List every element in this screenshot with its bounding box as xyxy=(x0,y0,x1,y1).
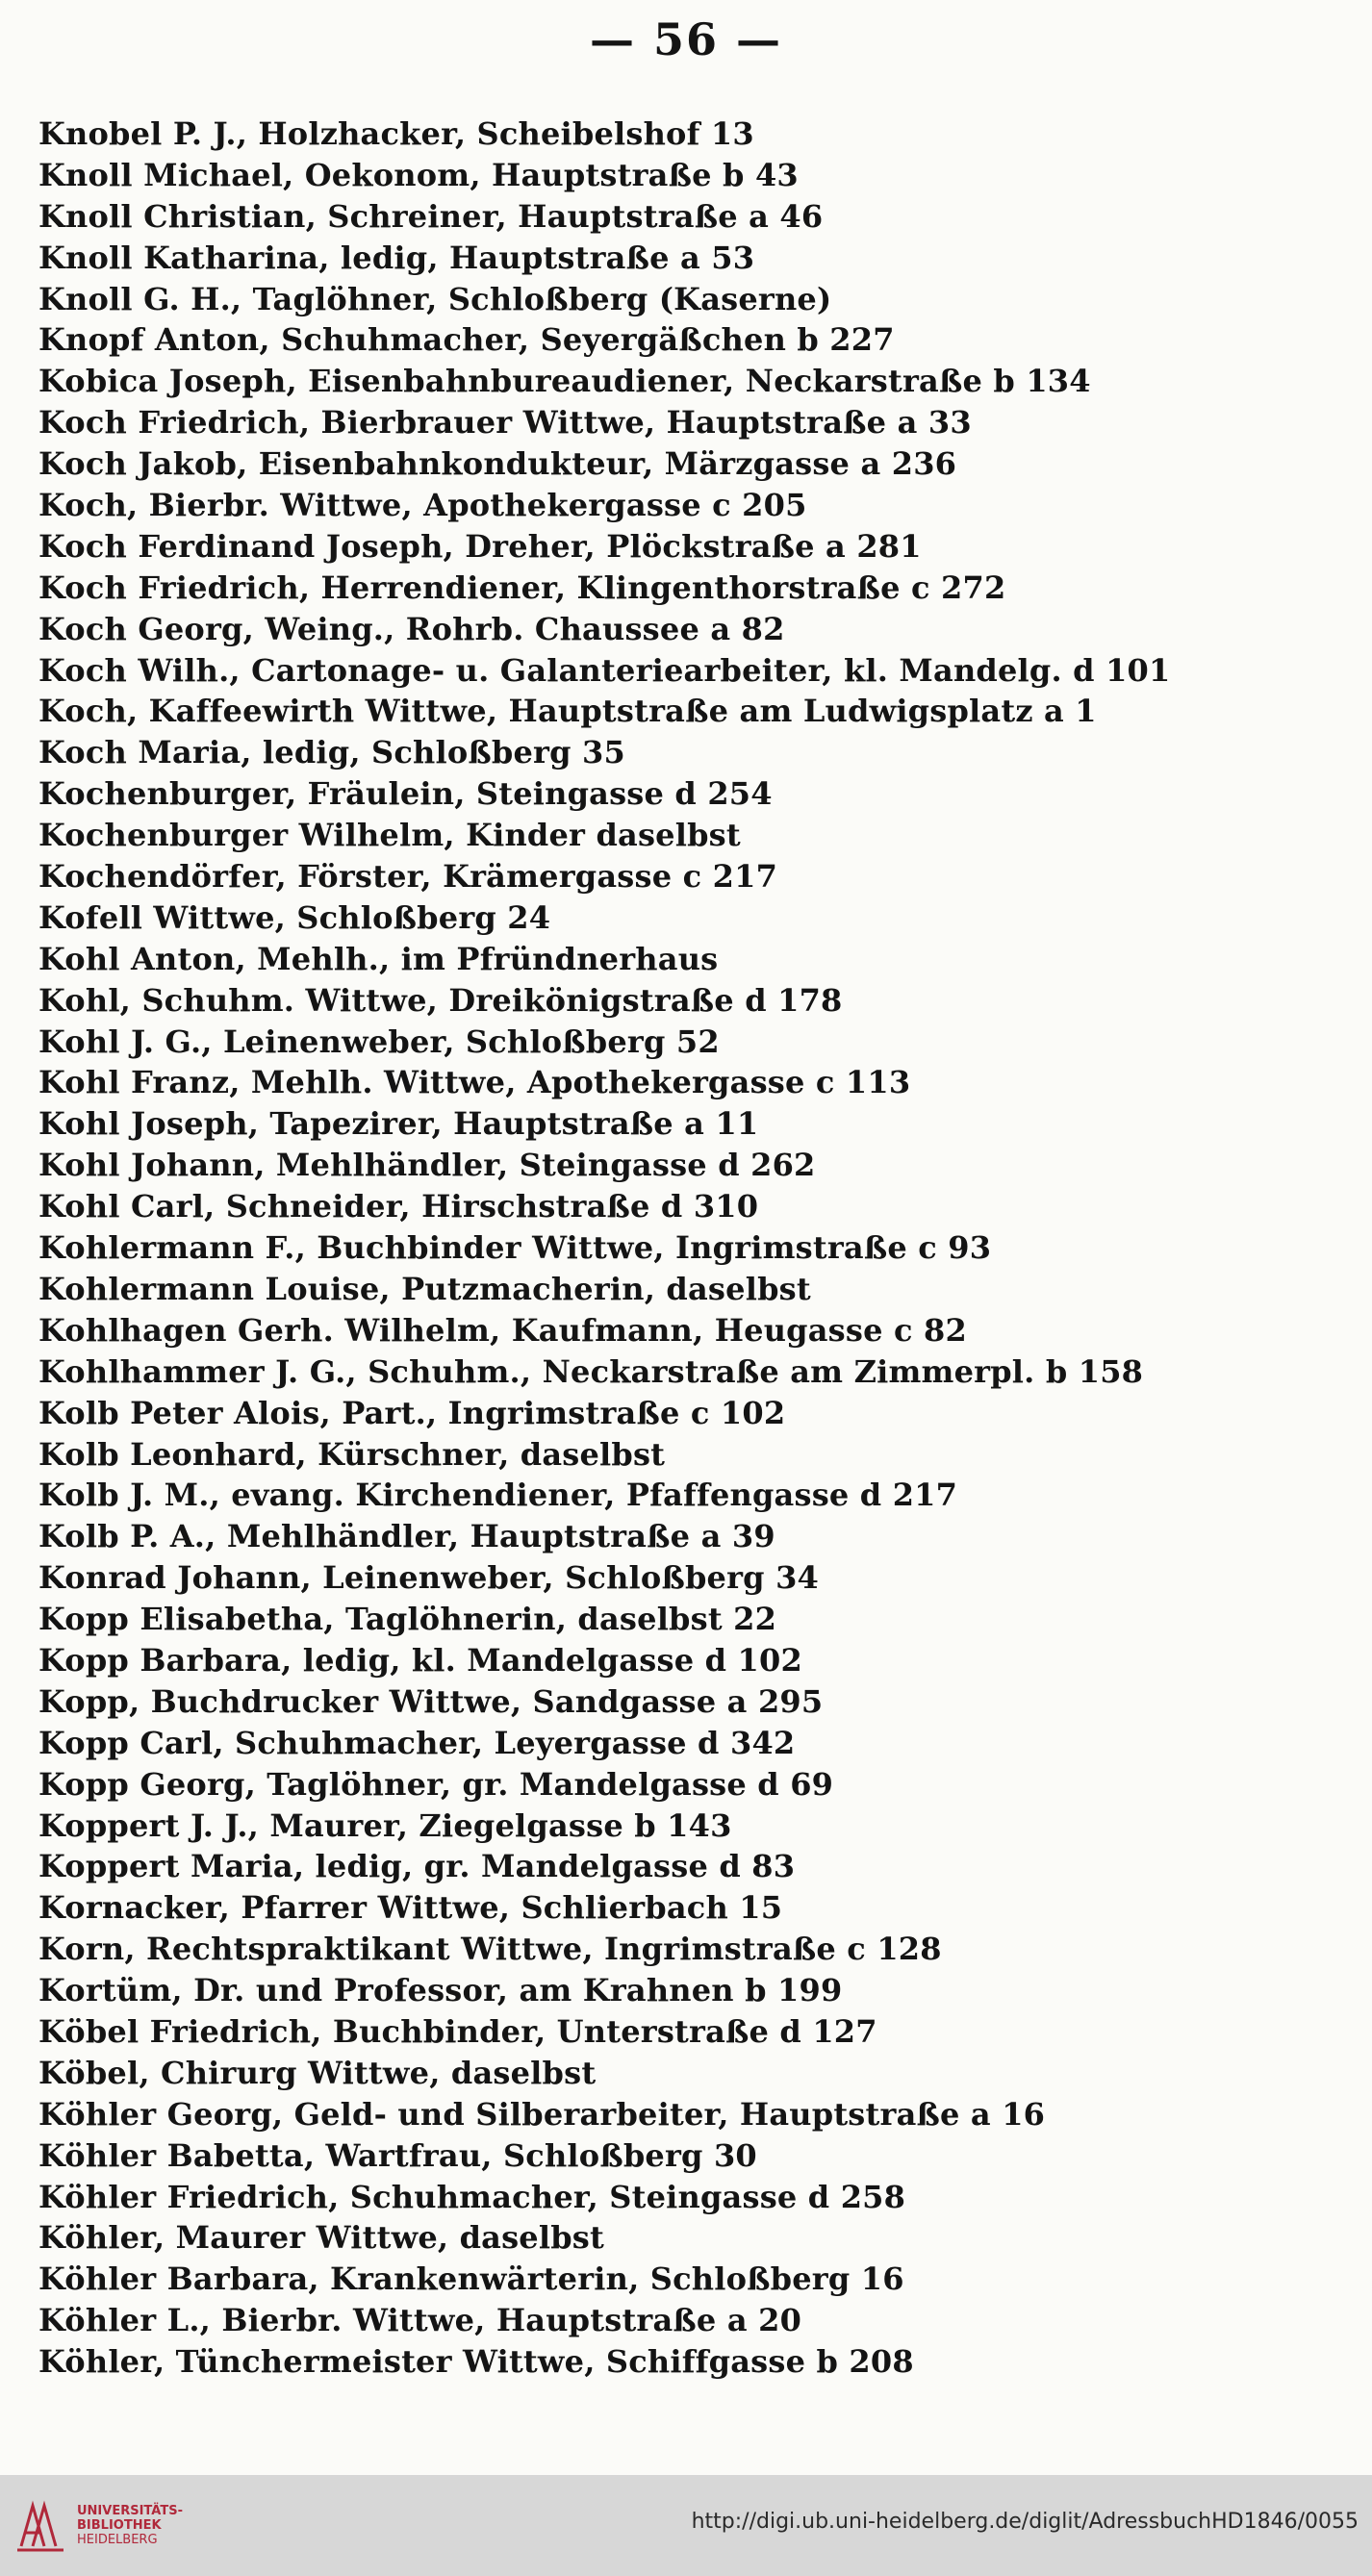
directory-entry: Kohl Johann, Mehlhändler, Steingasse d 262 xyxy=(38,1147,816,1184)
directory-entry: Koch Jakob, Eisenbahnkondukteur, Märzgasse a 236 xyxy=(38,445,957,483)
directory-entry: Kornacker, Pfarrer Wittwe, Schlierbach 15 xyxy=(38,1889,783,1927)
directory-entry: Knoll G. H., Taglöhner, Schloßberg (Kaserne) xyxy=(38,280,832,317)
library-footer xyxy=(0,2475,1372,2576)
directory-entry: Kohl Joseph, Tapezirer, Hauptstraße a 11 xyxy=(38,1105,759,1143)
library-name-line-1: UNIVERSITÄTS- xyxy=(77,2504,183,2518)
directory-entry: Korn, Rechtspraktikant Wittwe, Ingrimstraße c 128 xyxy=(38,1931,942,1968)
directory-entry: Knoll Katharina, ledig, Hauptstraße a 53 xyxy=(38,239,755,276)
directory-entry: Köhler, Tünchermeister Wittwe, Schiffgasse b 208 xyxy=(38,2343,914,2381)
directory-entry: Koch, Bierbr. Wittwe, Apothekergasse c 205 xyxy=(38,487,807,524)
directory-entry: Koch Friedrich, Bierbrauer Wittwe, Hauptstraße a 33 xyxy=(38,404,972,442)
directory-entry: Koch Maria, ledig, Schloßberg 35 xyxy=(38,734,625,771)
directory-entry: Kolb P. A., Mehlhändler, Hauptstraße a 39 xyxy=(38,1518,775,1555)
directory-entry: Kopp Elisabetha, Taglöhnerin, daselbst 22 xyxy=(38,1601,777,1638)
directory-entry: Köhler Friedrich, Schuhmacher, Steingasse d 258 xyxy=(38,2178,906,2215)
directory-entry: Koch, Kaffeewirth Wittwe, Hauptstraße am Ludwigsplatz a 1 xyxy=(38,693,1097,730)
directory-entry: Konrad Johann, Leinenweber, Schloßberg 34 xyxy=(38,1559,819,1597)
directory-entry: Knobel P. J., Holzhacker, Scheibelshof 13 xyxy=(38,115,754,152)
directory-entry: Kochenburger, Fräulein, Steingasse d 254 xyxy=(38,775,773,813)
directory-entry: Kochenburger Wilhelm, Kinder daselbst xyxy=(38,817,741,854)
directory-entry: Kortüm, Dr. und Professor, am Krahnen b 199 xyxy=(38,1972,843,2009)
directory-entry: Köhler Barbara, Krankenwärterin, Schloßberg 16 xyxy=(38,2260,904,2298)
directory-entry: Kohlermann Louise, Putzmacherin, daselbst xyxy=(38,1270,811,1307)
directory-entry: Kohl Franz, Mehlh. Wittwe, Apothekergasse c 113 xyxy=(38,1064,911,1101)
directory-entry: Knoll Christian, Schreiner, Hauptstraße a 46 xyxy=(38,197,824,235)
directory-entry: Kopp Carl, Schuhmacher, Leyergasse d 342 xyxy=(38,1724,796,1761)
directory-entry: Kohl Carl, Schneider, Hirschstraße d 310 xyxy=(38,1188,759,1225)
directory-entry: Kofell Wittwe, Schloßberg 24 xyxy=(38,898,551,936)
directory-entry: Koppert J. J., Maurer, Ziegelgasse b 143 xyxy=(38,1806,732,1844)
directory-entry: Kohl Anton, Mehlh., im Pfründnerhaus xyxy=(38,940,719,977)
source-url-link[interactable]: http://digi.ub.uni-heidelberg.de/diglit/AdressbuchHD1846/0055 xyxy=(691,2510,1359,2534)
library-name xyxy=(77,2504,183,2547)
directory-entry: Koch Friedrich, Herrendiener, Klingenthorstraße c 272 xyxy=(38,568,1006,606)
directory-entry: Köhler Georg, Geld- und Silberarbeiter, Hauptstraße a 16 xyxy=(38,2095,1046,2133)
directory-entry: Köhler Babetta, Wartfrau, Schloßberg 30 xyxy=(38,2136,757,2174)
directory-entry: Kohlhagen Gerh. Wilhelm, Kaufmann, Heugasse c 82 xyxy=(38,1311,967,1349)
directory-entry: Kopp Georg, Taglöhner, gr. Mandelgasse d 69 xyxy=(38,1765,834,1803)
directory-entry: Kohlhammer J. G., Schuhm., Neckarstraße am Zimmerpl. b 158 xyxy=(38,1352,1144,1390)
university-library-logo-icon xyxy=(15,2496,67,2554)
directory-entry: Kopp Barbara, ledig, kl. Mandelgasse d 102 xyxy=(38,1641,802,1679)
page-number-header: — 56 — xyxy=(589,13,783,65)
directory-entry: Kohlermann F., Buchbinder Wittwe, Ingrimstraße c 93 xyxy=(38,1229,992,1267)
directory-entry: Koch Wilh., Cartonage- u. Galanteriearbeiter, kl. Mandelg. d 101 xyxy=(38,651,1171,689)
directory-entry: Kopp, Buchdrucker Wittwe, Sandgasse a 295 xyxy=(38,1682,824,1720)
directory-entry: Kolb Leonhard, Kürschner, daselbst xyxy=(38,1435,666,1473)
directory-entry: Köhler, Maurer Wittwe, daselbst xyxy=(38,2219,604,2257)
directory-entry: Kochendörfer, Förster, Krämergasse c 217 xyxy=(38,858,778,896)
directory-entry: Köhler L., Bierbr. Wittwe, Hauptstraße a 20 xyxy=(38,2302,802,2339)
directory-entry: Kolb J. M., evang. Kirchendiener, Pfaffengasse d 217 xyxy=(38,1477,958,1514)
directory-entry: Knoll Michael, Oekonom, Hauptstraße b 43 xyxy=(38,156,799,193)
directory-entries xyxy=(38,114,1357,2383)
directory-entry: Köbel Friedrich, Buchbinder, Unterstraße d 127 xyxy=(38,2012,877,2050)
library-name-line-3: HEIDELBERG xyxy=(77,2533,158,2547)
directory-entry: Kohl J. G., Leinenweber, Schloßberg 52 xyxy=(38,1023,720,1060)
directory-entry: Koch Georg, Weing., Rohrb. Chaussee a 82 xyxy=(38,610,785,647)
directory-entry: Kolb Peter Alois, Part., Ingrimstraße c 102 xyxy=(38,1394,786,1431)
directory-entry: Kobica Joseph, Eisenbahnbureaudiener, Neckarstraße b 134 xyxy=(38,363,1091,400)
directory-entry: Koch Ferdinand Joseph, Dreher, Plöckstraße a 281 xyxy=(38,527,922,565)
directory-entry: Koppert Maria, ledig, gr. Mandelgasse d 83 xyxy=(38,1848,796,1885)
directory-entry: Kohl, Schuhm. Wittwe, Dreikönigstraße d 178 xyxy=(38,981,843,1019)
directory-entry: Köbel, Chirurg Wittwe, daselbst xyxy=(38,2054,597,2091)
library-name-line-2: BIBLIOTHEK xyxy=(77,2518,162,2533)
directory-entry: Knopf Anton, Schuhmacher, Seyergäßchen b 227 xyxy=(38,321,895,359)
